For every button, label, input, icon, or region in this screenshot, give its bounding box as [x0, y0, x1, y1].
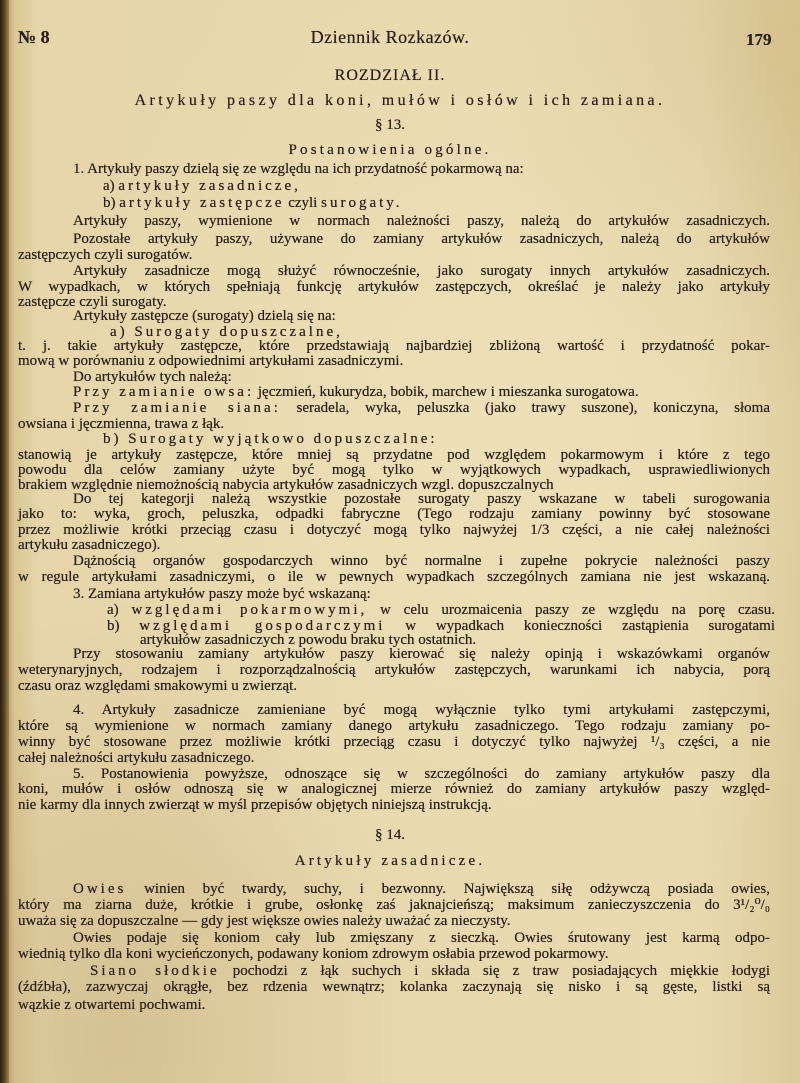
text-segment: winien być twardy, suchy, i bezwonny. Największą siłę odżywczą posiada owies, [144, 881, 770, 897]
text-line: t. j. takie artykuły zastępcze, które przedstawiają najbardziej zbliżoną wartość i przydatność pokar- [18, 338, 770, 354]
text-line: czasu oraz względami smakowymi u zwierząt. [18, 678, 298, 694]
text-line: Do tej kategorji należą wszystkie pozostałe surogaty paszy wskazane w tabeli surogowania [73, 491, 770, 507]
text-segment: w celu urozmaicenia paszy ze względu na porę czasu. [380, 602, 776, 618]
text-segment: pochodzi z łąk suchych i składa się z traw posiadających miękkie łodygi [232, 963, 771, 979]
text-line: brakiem względnie niemożnością nabycia artykułów zasadniczych wzgl. dopuszczalnych [18, 477, 554, 493]
spaced-term: Przy zamianie siana: [73, 400, 281, 416]
text-line: Do artykułów tych należą: [73, 369, 232, 385]
text-line: powodu dla celów zamiany użyte być mogą tylko w wyjątkowych wypadkach, usprawiedliwionych [18, 462, 770, 478]
text-line: zastępczych czyli surogatów. [18, 247, 193, 263]
text-line: całej należności artykułu zasadniczego. [18, 750, 255, 766]
paper-binding-edge [0, 0, 9, 1083]
text-line: W wypadkach, w których spełniają funkcję artykułów zastępczych, określać je należy jako artykuły [18, 279, 770, 295]
list-marker: b) [107, 618, 120, 634]
spaced-term: Owies [73, 881, 127, 897]
text-line: mową w porównaniu z odpowiednimi artykułami zasadniczymi. [18, 353, 404, 369]
text-line: przez możliwie krótki przeciąg czasu i dotyczyć mogą tylko najwyżej 1/3 części, a nie całej należności [18, 522, 770, 538]
text-line: uważa się za dopuszczalne — gdy jest większe owies należy uważać za nieczysty. [18, 913, 511, 929]
text-line: nie karmy dla innych zwierząt w myśl przepisów objętych niniejszą instrukcją. [18, 797, 492, 813]
text-line: zastępcze czyli surogaty. [18, 294, 167, 310]
list-marker: a) [107, 602, 119, 618]
text-line: 3. Zamiana artykułów paszy może być wskazaną: [73, 586, 371, 602]
subheading-line: a) Surogaty dopuszczalne, [110, 324, 343, 340]
text-line: artykułów zasadniczych z powodu braku tych ostatnich. [140, 632, 477, 648]
text-line: Artykuły zasadnicze mogą służyć równocześnie, jako surogaty innych artykułów zasadniczych. [73, 263, 770, 279]
text-line [103, 195, 403, 211]
page-number: 179 [746, 30, 772, 49]
spaced-term: Siano słodkie [90, 963, 220, 979]
section-number: § 14. [375, 827, 405, 843]
text-line [73, 400, 770, 416]
text-line: koni, mułów i osłów odnoszą się w analogicznej mierze również do zamiany artykułów paszy względ- [18, 781, 770, 797]
spaced-term: względami gospodarczymi [139, 618, 386, 634]
text-line: (źdźbła), zazwyczaj okrągłe, bez rdzenia wewnątrz; kolanka zaczynają się nisko i są gęste, listki są [18, 979, 770, 995]
text-line: Dążnością organów gospodarczych winno być normalne i zupełne pokrycie należności paszy [73, 553, 770, 569]
text-line [73, 881, 770, 897]
text-line: artykułu zasadniczego). [18, 537, 161, 553]
text-segment: czyli [288, 195, 318, 211]
list-marker: b) [103, 195, 116, 211]
text-line: owsiana i jęczmienna, trawa z łąk. [18, 416, 225, 432]
text-line: wązkie z otwartemi pochwami. [18, 997, 206, 1013]
text-segment: w wypadkach konieczności zastąpienia surogatami [405, 618, 776, 634]
spaced-term: surogaty. [321, 195, 403, 211]
spaced-term: względami pokarmowymi, [131, 602, 368, 618]
subheading-line: b) Surogaty wyjątkowo dopuszczalne: [103, 431, 438, 447]
text-segment: seradela, wyka, peluszka (jako trawy suszone), koniczyna, słoma [296, 400, 771, 416]
text-line: weterynaryjnych, rodzajem i rozporządzalnością artykułów zastępczych, warunkami ich nabycia, porą [18, 662, 770, 678]
text-line [90, 963, 770, 979]
issue-number: № 8 [18, 27, 50, 47]
text-line: 4. Artykuły zasadnicze zamieniane być mogą wyłącznie tylko tymi artykułami zastępczymi, [73, 702, 770, 718]
text-line: Przy stosowaniu zamiany artykułów paszy kierować się należy opinją i wskazówkami organów [73, 646, 770, 662]
section-heading: Artykuły zasadnicze. [294, 853, 486, 869]
chapter-title: Artykuły paszy dla koni, mułów i osłów i ich zamiana. [134, 92, 666, 109]
text-line: Artykuły zastępcze (surogaty) dzielą się na: [73, 308, 336, 324]
text-line: winny być stosowane przez możliwie krótki przeciąg czasu i dotyczyć tylko najwyżej ¹/₃ części, a nie [18, 734, 770, 750]
text-line: Artykuły paszy, wymienione w normach należności paszy, należą do artykułów zasadniczych. [73, 213, 770, 229]
text-line: jako to: wyka, groch, peluszka, odpadki fabryczne (Tego rodzaju zamiany powinny być stosowane [18, 506, 770, 522]
text-line: które są wymienione w normach zamiany danego artykułu zasadniczego. Tego rodzaju zamiany po- [18, 718, 770, 734]
text-line: Owies podaje się koniom cały lub zmięszany z sieczką. Owies śrutowany jest karmą odpo- [73, 930, 770, 946]
text-line [107, 602, 775, 618]
section-heading: Postanowienia ogólne. [288, 142, 492, 158]
text-line: wiednią tylko dla koni wycieńczonych, podawany koniom zdrowym osłabia przewod pokarmowy. [18, 946, 609, 962]
chapter-number: ROZDZIAŁ II. [334, 67, 446, 84]
text-line: w regule artykułami zasadniczymi, o ile w pewnych wypadkach szczególnych zamiana nie jest wskazaną. [18, 569, 770, 585]
text-line: Pozostałe artykuły paszy, używane do zamiany artykułów zasadniczych, należą do artykułów [73, 231, 770, 247]
spaced-term: artykuły zasadnicze, [118, 178, 301, 194]
text-line [73, 384, 639, 400]
text-segment: jęczmień, kukurydza, bobik, marchew i mieszanka surogatowa. [257, 384, 639, 400]
text-line: stanowią je artykuły zastępcze, które mniej są przydatne pod względem pokarmowym i które z tego [18, 447, 770, 463]
text-line: 5. Postanowienia powyższe, odnoszące się w szczególności do zamiany artykułów paszy dla [73, 766, 770, 782]
list-marker: a) [103, 178, 115, 194]
journal-title: Dziennik Rozkazów. [310, 27, 470, 47]
text-line: 1. Artykuły paszy dzielą się ze względu na ich przydatność pokarmową na: [73, 161, 524, 177]
spaced-term: Przy zamianie owsa: [73, 384, 255, 400]
text-line [103, 178, 301, 194]
section-number: § 13. [375, 117, 405, 133]
spaced-term: artykuły zastępcze [119, 195, 285, 211]
text-line: który ma ziarna duże, krótkie i grube, osłonkę zaś jaknajcieńszą; maksimum zanieczyszczenia do 3¹/₂⁰/₀ [18, 897, 770, 913]
